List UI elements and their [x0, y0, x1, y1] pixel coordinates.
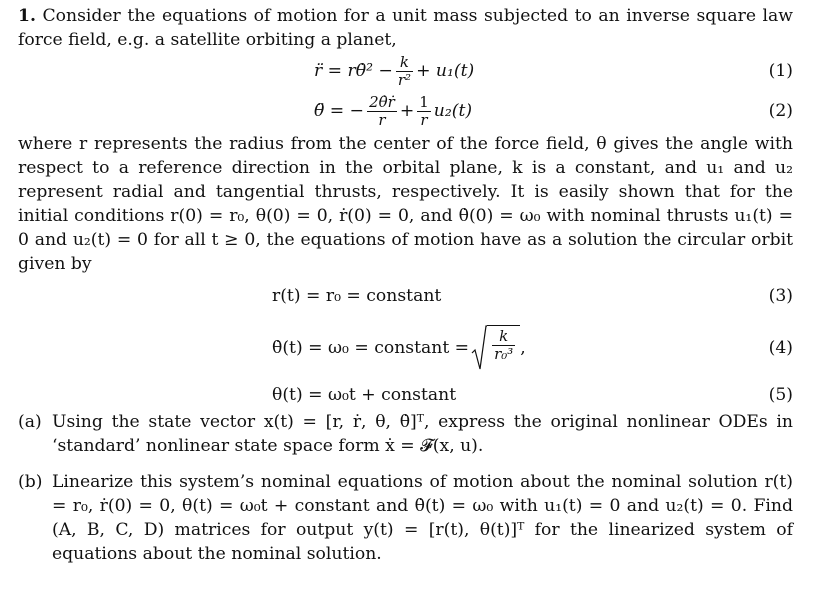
eq2-frac2-numerator: 1: [419, 92, 429, 111]
eq2-fraction-2: [417, 94, 431, 129]
eq4-fraction: [492, 328, 515, 363]
part-b-label: (b): [18, 472, 43, 492]
eq4-number: (4): [768, 338, 793, 358]
problem-intro: [18, 4, 793, 52]
eq1-lhs: r̈ = rθ̇² −: [314, 61, 393, 81]
eq4-trailing-comma: ,: [520, 338, 526, 358]
eq2-frac2-denominator: r: [420, 110, 428, 129]
problem-description: where r represents the radius from the center of the force field, θ gives the angle with respect to a reference direction in the orbital plane, k is a constant, and u₁ and u₂ represent radial and tangential thrusts, respectively. It is easily shown that for the initial conditions r(0) = r₀, θ(0) = 0, ṙ(0) = 0, and θ̇(0) = ω₀ with nominal thrusts u₁(t) = 0 and u₂(t) = 0 for all t ≥ 0, the equations of motion have as a solution the circular orbit given by: [18, 134, 793, 274]
eq3-text: r(t) = r₀ = constant: [272, 286, 442, 306]
eq4-frac-numerator: k: [499, 327, 509, 345]
eq2-rhs: u₂(t): [433, 101, 473, 121]
eq4-frac-denominator: r₀³: [494, 345, 514, 363]
eq1-frac-numerator: k: [399, 52, 410, 71]
radical-sign-icon: [471, 325, 487, 371]
eq2-fraction: [367, 94, 397, 129]
eq5-text: θ(t) = ω₀t + constant: [272, 385, 457, 405]
eq1-frac-denominator: r²: [397, 70, 412, 89]
part-a: [18, 410, 793, 458]
part-a-label: (a): [18, 412, 42, 432]
equation-4: [18, 316, 793, 380]
eq5-number: (5): [768, 385, 793, 405]
part-b-text: Linearize this system’s nominal equations of motion about the nominal solution r(t) = r₀, ṙ(0) = 0, θ(t) = ω₀t + constant and θ̇(t) = ω₀ with u₁(t) = 0 and u₂(t) = 0. Find (A, B, C, D) matrices for output y(t) = [r(t), θ(t)]ᵀ for the linearized system of equations about the nominal solution.: [52, 472, 793, 564]
eq3-number: (3): [768, 286, 793, 306]
part-b: [18, 470, 793, 566]
equation-5: [18, 380, 793, 410]
problem-intro-text: Consider the equations of motion for a unit mass subjected to an inverse square law force field, e.g. a satellite orbiting a planet,: [18, 6, 793, 50]
equation-1: [18, 52, 793, 90]
eq1-rhs: + u₁(t): [416, 61, 475, 81]
eq2-plus: +: [399, 101, 415, 121]
eq1-number: (1): [768, 61, 793, 81]
part-a-text: Using the state vector x(t) = [r, ṙ, θ, θ̇]ᵀ, express the original nonlinear ODEs in ‘standard’ nonlinear state space form ẋ = 𝓕(x, u).: [52, 412, 793, 456]
problem-number: 1.: [18, 6, 36, 26]
eq4-sqrt: [471, 325, 520, 371]
problem-page: [18, 4, 793, 566]
eq1-fraction: [396, 54, 413, 89]
eq2-frac-denominator: r: [378, 110, 386, 129]
eq4-radicand: [487, 325, 520, 371]
equation-2: [18, 90, 793, 132]
eq2-number: (2): [768, 101, 793, 121]
eq2-frac-numerator: 2θ̇ṙ: [369, 92, 395, 111]
equation-3: [18, 276, 793, 316]
eq4-lhs: θ̇(t) = ω₀ = constant =: [272, 338, 470, 358]
eq2-lhs: θ̈ = −: [314, 101, 365, 121]
